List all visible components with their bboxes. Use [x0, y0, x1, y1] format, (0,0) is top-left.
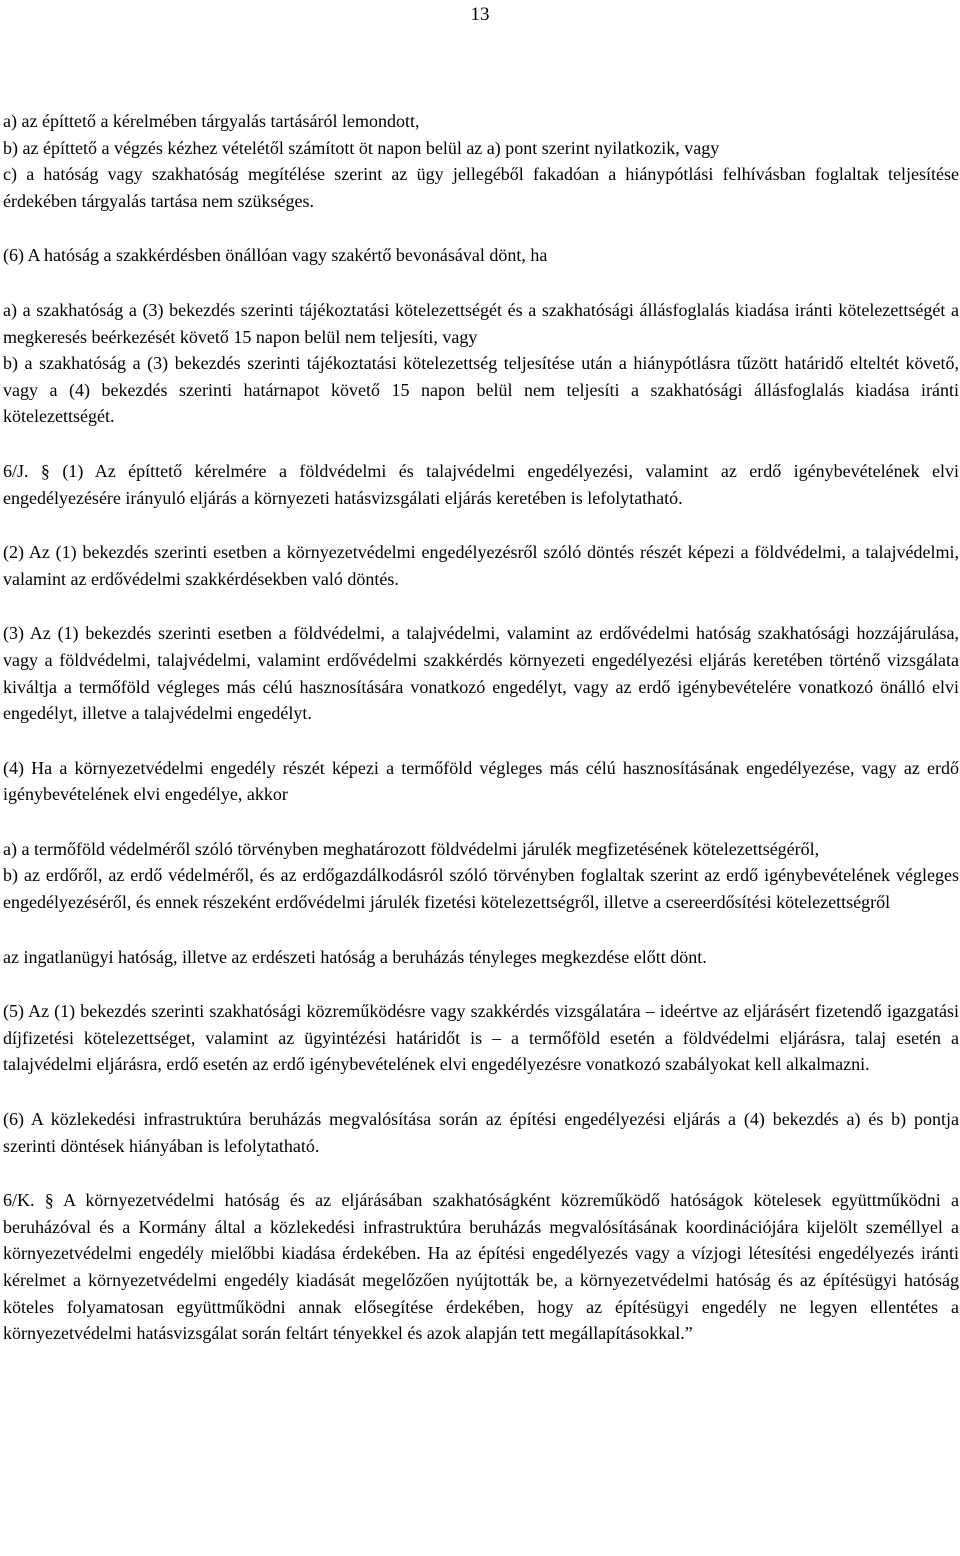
- item-b-deadline-missed: b) a szakhatóság a (3) bekezdés szerinti tájékoztatási kötelezettség teljesítése után a hiánypótlásra tűzött határidő elteltét követő, vagy a (4) bekezdés szerinti határnapot követő 15 napon belül nem teljesíti a szakhatósági állásfoglalás kiadása iránti kötelezettségét.: [3, 353, 959, 427]
- section-6k: 6/K. § A környezetvédelmi hatóság és az eljárásában szakhatóságként közreműködő hatóságok kötelesek együttműködni a beruházóval és a Kormány által a közlekedési infrastruktúra beruházás megvalósításának koordinációjára kijelölt személlyel a környezetvédelmi engedély mielőbbi kiadása érdekében. Ha az építési engedélyezés vagy a vízjogi létesítési engedélyezés iránti kérelmet a környezetvédelmi engedély kiadását megelőzően nyújtották be, a környezetvédelmi hatóság és az építésügyi hatóság köteles folyamatosan együttműködni annak elősegítése érdekében, hogy az építésügyi engedély ne legyen ellentétes a környezetvédelmi hatásvizsgálat során feltárt tényekkel és azok alapján tett megállapításokkal.”: [3, 1190, 959, 1344]
- section-6j-paragraph-4-closing: az ingatlanügyi hatóság, illetve az erdészeti hatóság a beruházás tényleges megkezdése előtt dönt.: [3, 946, 707, 967]
- section-6j-paragraph-5: (5) Az (1) bekezdés szerinti szakhatósági közreműködésre vagy szakkérdés vizsgálatára – ideértve az eljárásért fizetendő igazgatási díjfizetési kötelezettséget, valamint az ügyintézési határidőt is – a termőföld esetén a földvédelmi eljárásra, talaj esetén a talajvédelmi eljárásra, erdő esetén az erdő igénybevételének elvi engedélyezésre vonatkozó szabályokat kell alkalmazni.: [3, 1001, 959, 1075]
- page-number: 13: [470, 4, 490, 25]
- item-b-forest-permit: b) az erdőről, az erdő védelméről, és az erdőgazdálkodásról szóló törvényben foglaltak szerint az erdő igénybevételének végleges engedélyezéséről, és ennek részeként erdővédelmi járulék fizetési kötelezettségről, illetve a csereerdősítési kötelezettségről: [3, 865, 959, 913]
- item-a-no-response: a) a szakhatóság a (3) bekezdés szerinti tájékoztatási kötelezettségét és a szakhatósági állásfoglalás kiadása iránti kötelezettségét a megkeresés beérkezését követő 15 napon belül nem teljesíti, vagy: [3, 299, 959, 347]
- section-6j-paragraph-1: 6/J. § (1) Az építtető kérelmére a földvédelmi és talajvédelmi engedélyezési, valamint az erdő igénybevételének elvi engedélyezésére irányuló eljárás a környezeti hatásvizsgálati eljárás keretében is lefolytatható.: [3, 460, 959, 508]
- item-a-land-levy: a) a termőföld védelméről szóló törvényben meghatározott földvédelmi járulék megfizetésének kötelezettségéről,: [3, 838, 820, 859]
- item-b-statement: b) az építtető a végzés kézhez vételétől számított öt napon belül az a) pont szerint nyilatkozik, vagy: [3, 137, 720, 158]
- paragraph-6-authority-decides: (6) A hatóság a szakkérdésben önállóan vagy szakértő bevonásával dönt, ha: [3, 245, 548, 266]
- section-6j-paragraph-6: (6) A közlekedési infrastruktúra beruházás megvalósítása során az építési engedélyezési eljárás a (4) bekezdés a) és b) pontja szerinti döntések hiányában is lefolytatható.: [3, 1109, 959, 1156]
- section-6j-paragraph-4-items: [3, 836, 959, 916]
- document-body: [3, 108, 959, 1347]
- paragraph-conditions-a-c: [3, 108, 959, 214]
- item-c-authority-discretion: c) a hatóság vagy szakhatóság megítélése szerint az ügy jellegéből fakadóan a hiánypótlási felhívásban foglaltak teljesítése érdekében tárgyalás tartása nem szükséges.: [3, 164, 959, 211]
- paragraph-6-conditions: [3, 297, 959, 430]
- section-6j-paragraph-3: (3) Az (1) bekezdés szerinti esetben a földvédelmi, a talajvédelmi, valamint az erdővédelmi hatóság szakhatósági hozzájárulása, vagy a földvédelmi, talajvédelmi, valamint erdővédelmi szakkérdés környezeti engedélyezési eljárás keretében történő vizsgálata kiváltja a termőföld végleges más célú hasznosítására vonatkozó engedélyt, vagy az erdő igénybevételére vonatkozó önálló elvi engedélyt, illetve a talajvédelmi engedélyt.: [3, 623, 959, 724]
- section-6j-paragraph-2: (2) Az (1) bekezdés szerinti esetben a környezetvédelmi engedélyezésről szóló döntés részét képezi a földvédelmi, a talajvédelmi, valamint az erdővédelmi szakkérdésekben való döntés.: [3, 542, 959, 589]
- section-6j-paragraph-4: (4) Ha a környezetvédelmi engedély részét képezi a termőföld végleges más célú hasznosításának engedélyezése, vagy az erdő igénybevételének elvi engedélye, akkor: [3, 757, 959, 805]
- item-a-waiver: a) az építtető a kérelmében tárgyalás tartásáról lemondott,: [3, 111, 420, 131]
